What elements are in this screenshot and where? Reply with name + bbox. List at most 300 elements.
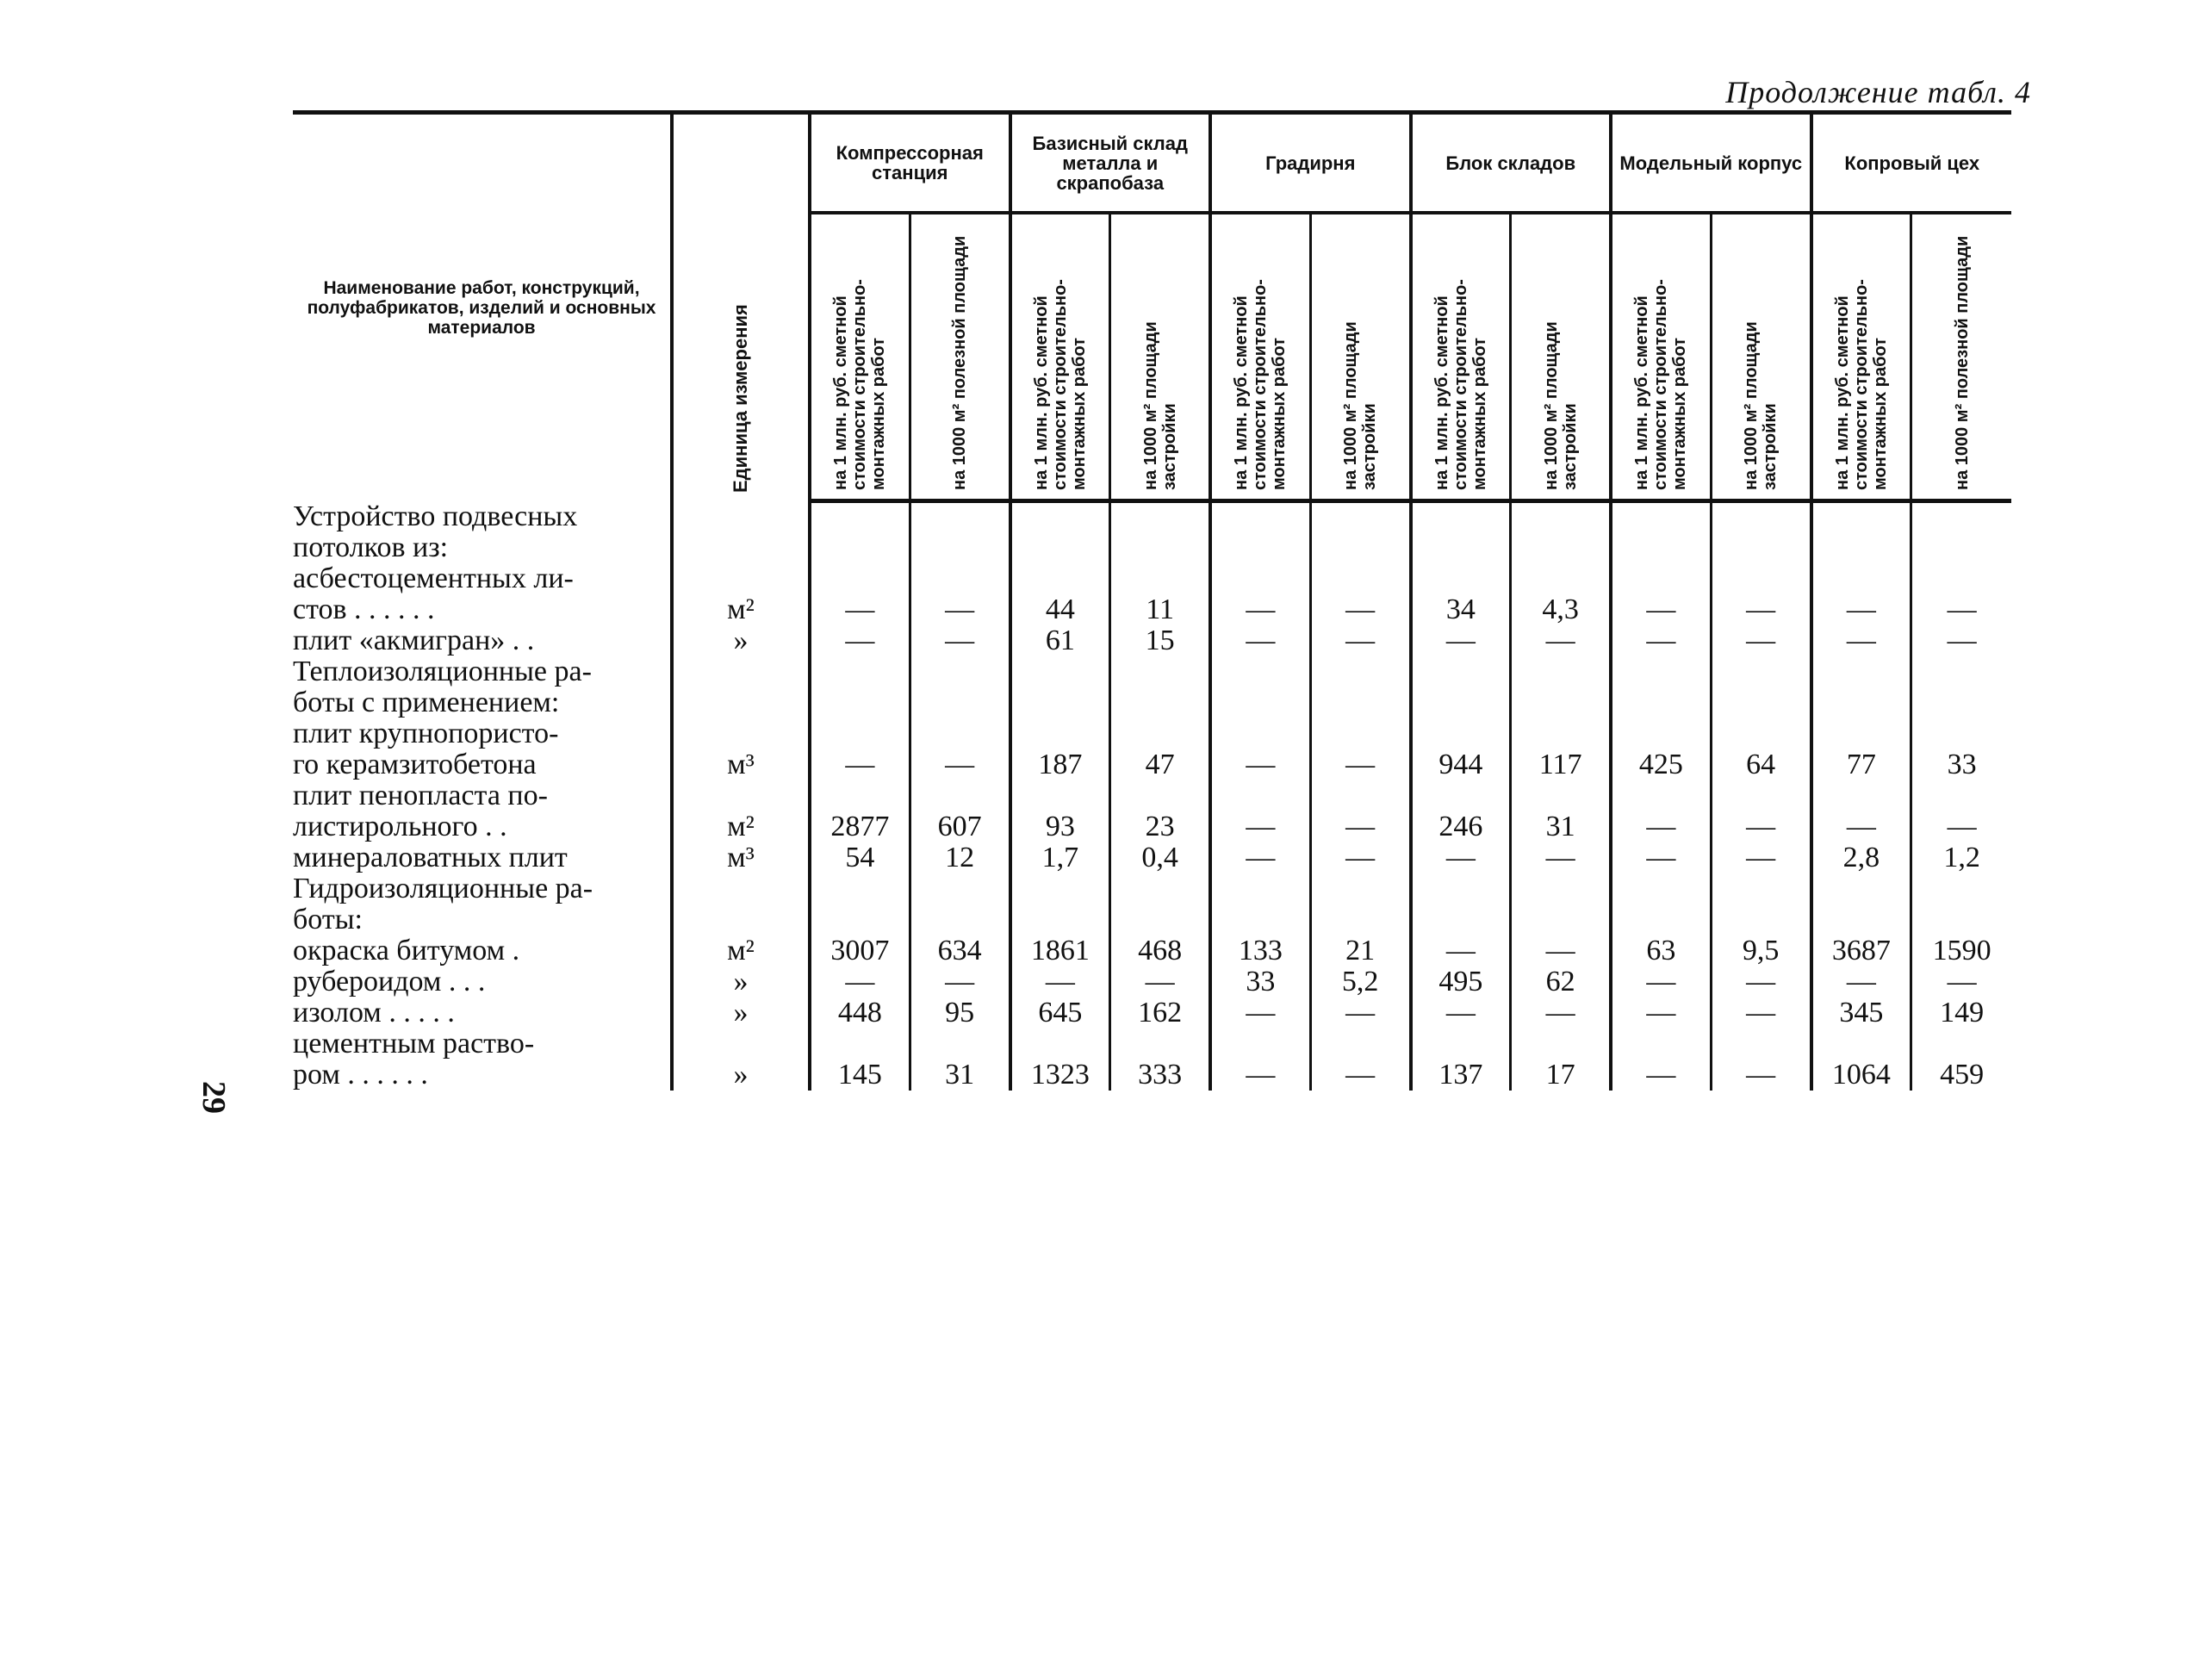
row-value: — — [1611, 997, 1711, 1028]
row-value — [910, 687, 1010, 718]
row-unit — [672, 718, 810, 749]
table-row — [293, 842, 2011, 873]
row-value — [1911, 904, 2011, 935]
row-value: 448 — [810, 997, 910, 1028]
row-value: 61 — [1010, 625, 1110, 656]
unit-column-label: Единица измерения — [730, 303, 751, 493]
row-value — [1310, 904, 1410, 935]
row-unit — [672, 873, 810, 904]
row-value: 459 — [1911, 1060, 2011, 1091]
row-value: — — [1611, 594, 1711, 625]
row-value: 0,4 — [1110, 842, 1210, 873]
table-row — [293, 966, 2011, 997]
row-value — [910, 904, 1010, 935]
row-value: — — [1611, 842, 1711, 873]
row-value: — — [1511, 842, 1611, 873]
row-value — [1811, 563, 1911, 594]
row-value: — — [1411, 935, 1511, 966]
row-value — [1811, 904, 1911, 935]
row-value: 33 — [1911, 749, 2011, 780]
row-value — [1010, 501, 1110, 532]
row-value — [1911, 532, 2011, 563]
table-row — [293, 501, 2011, 532]
row-value: 1064 — [1811, 1060, 1911, 1091]
row-value: — — [1711, 1060, 1811, 1091]
subcolumn-header: на 1 млн. руб. сметной стоимости строительно-монтажных работ — [1411, 213, 1511, 501]
row-value: — — [1711, 842, 1811, 873]
row-value — [910, 780, 1010, 811]
row-value: 162 — [1110, 997, 1210, 1028]
row-value — [1010, 532, 1110, 563]
row-value — [1511, 904, 1611, 935]
row-name: стов . . . . . . — [293, 594, 672, 625]
subcolumn-header: на 1000 м² полезной площади — [1911, 213, 2011, 501]
row-value: — — [1711, 997, 1811, 1028]
row-unit: » — [672, 625, 810, 656]
subcolumn-header: на 1000 м² площади застройки — [1511, 213, 1611, 501]
row-value: 944 — [1411, 749, 1511, 780]
row-value: — — [1711, 625, 1811, 656]
row-value — [1010, 718, 1110, 749]
row-unit — [672, 687, 810, 718]
row-name: асбестоцементных ли- — [293, 563, 672, 594]
row-value — [810, 532, 910, 563]
row-value — [1210, 873, 1310, 904]
row-value: — — [1310, 594, 1410, 625]
row-value — [1310, 656, 1410, 687]
row-value: 33 — [1210, 966, 1310, 997]
row-value — [1611, 1028, 1711, 1060]
row-unit — [672, 1028, 810, 1060]
row-value: — — [1811, 625, 1911, 656]
row-value — [1611, 780, 1711, 811]
row-value — [1310, 1028, 1410, 1060]
row-value: — — [810, 625, 910, 656]
table-row — [293, 687, 2011, 718]
row-value — [910, 1028, 1010, 1060]
row-value — [1010, 656, 1110, 687]
row-value — [910, 532, 1010, 563]
table-row — [293, 625, 2011, 656]
row-value — [1811, 656, 1911, 687]
row-value — [1811, 780, 1911, 811]
row-value: — — [1411, 842, 1511, 873]
row-value — [1411, 780, 1511, 811]
table-row — [293, 904, 2011, 935]
row-value: 23 — [1110, 811, 1210, 842]
table-row — [293, 811, 2011, 842]
row-value: 54 — [810, 842, 910, 873]
row-value — [1310, 501, 1410, 532]
row-value: — — [1310, 749, 1410, 780]
row-value: 2877 — [810, 811, 910, 842]
row-name: Теплоизоляционные ра- — [293, 656, 672, 687]
row-value: — — [1511, 997, 1611, 1028]
subcolumn-header: на 1 млн. руб. сметной стоимости строительно-монтажных работ — [1811, 213, 1911, 501]
row-value: 93 — [1010, 811, 1110, 842]
materials-table — [293, 110, 2011, 1091]
group-header: Копровый цех — [1811, 113, 2012, 214]
page-number: 29 — [196, 1081, 232, 1114]
row-value — [1711, 532, 1811, 563]
row-value: — — [1310, 811, 1410, 842]
table-row — [293, 997, 2011, 1028]
row-value: 3687 — [1811, 935, 1911, 966]
row-value — [910, 656, 1010, 687]
row-value — [1811, 718, 1911, 749]
row-value: 34 — [1411, 594, 1511, 625]
row-value: — — [1611, 1060, 1711, 1091]
row-value: — — [1210, 1060, 1310, 1091]
row-unit: » — [672, 1060, 810, 1091]
row-name: плит пенопласта по- — [293, 780, 672, 811]
row-value — [1711, 656, 1811, 687]
row-value — [1911, 563, 2011, 594]
row-unit — [672, 780, 810, 811]
row-value: 1323 — [1010, 1060, 1110, 1091]
name-column-header: Наименование работ, конструкций, полуфабрикатов, изделий и основных материалов — [293, 113, 672, 501]
row-value — [1210, 780, 1310, 811]
subcolumn-header: на 1000 м² площади застройки — [1310, 213, 1410, 501]
row-value: 9,5 — [1711, 935, 1811, 966]
row-value — [1911, 718, 2011, 749]
row-value — [1010, 1028, 1110, 1060]
subcolumn-header: на 1 млн. руб. сметной стоимости строительно-монтажных работ — [1010, 213, 1110, 501]
row-value: — — [1911, 594, 2011, 625]
row-value — [1010, 904, 1110, 935]
row-value — [1511, 780, 1611, 811]
row-value: 5,2 — [1310, 966, 1410, 997]
row-value — [1210, 718, 1310, 749]
row-value: 95 — [910, 997, 1010, 1028]
group-header: Градирня — [1210, 113, 1411, 214]
row-value: — — [910, 749, 1010, 780]
row-value: 3007 — [810, 935, 910, 966]
row-value: — — [1210, 749, 1310, 780]
row-value: — — [1911, 625, 2011, 656]
table-row — [293, 594, 2011, 625]
row-value: — — [1811, 811, 1911, 842]
row-value: — — [910, 966, 1010, 997]
group-header: Блок складов — [1411, 113, 1612, 214]
row-name: Гидроизоляционные ра- — [293, 873, 672, 904]
row-value — [1511, 563, 1611, 594]
row-unit — [672, 656, 810, 687]
row-value — [1911, 656, 2011, 687]
subcolumn-header: на 1 млн. руб. сметной стоимости строительно-монтажных работ — [810, 213, 910, 501]
row-value: — — [1611, 811, 1711, 842]
row-name: ром . . . . . . — [293, 1060, 672, 1091]
subcolumn-header: на 1000 м² площади застройки — [1711, 213, 1811, 501]
row-value — [1110, 718, 1210, 749]
row-value: — — [1310, 842, 1410, 873]
unit-column-header — [672, 113, 810, 501]
row-value: 495 — [1411, 966, 1511, 997]
row-value — [1811, 873, 1911, 904]
row-value — [1411, 563, 1511, 594]
row-value: — — [1110, 966, 1210, 997]
row-unit: » — [672, 997, 810, 1028]
row-value: 246 — [1411, 811, 1511, 842]
row-value — [1811, 687, 1911, 718]
row-unit: м³ — [672, 749, 810, 780]
row-value: — — [1210, 625, 1310, 656]
row-value — [1511, 656, 1611, 687]
row-value: 345 — [1811, 997, 1911, 1028]
table-row — [293, 873, 2011, 904]
row-value — [1911, 501, 2011, 532]
row-name: цементным раство- — [293, 1028, 672, 1060]
row-value — [810, 1028, 910, 1060]
row-value: 187 — [1010, 749, 1110, 780]
row-value — [1611, 718, 1711, 749]
row-value — [1411, 687, 1511, 718]
row-unit: м² — [672, 811, 810, 842]
row-value — [1110, 904, 1210, 935]
row-value — [1911, 780, 2011, 811]
row-value — [1210, 1028, 1310, 1060]
row-value — [1511, 532, 1611, 563]
row-value — [1811, 1028, 1911, 1060]
table-body — [293, 501, 2011, 1091]
row-value — [1210, 904, 1310, 935]
row-value — [1711, 501, 1811, 532]
row-value: 149 — [1911, 997, 2011, 1028]
row-value: 17 — [1511, 1060, 1611, 1091]
row-value — [1711, 1028, 1811, 1060]
row-unit — [672, 501, 810, 532]
row-value — [1611, 563, 1711, 594]
row-value — [1110, 501, 1210, 532]
row-value — [1711, 718, 1811, 749]
group-header: Модельный корпус — [1611, 113, 1811, 214]
row-value: 1590 — [1911, 935, 2011, 966]
group-header: Компрессорная станция — [810, 113, 1010, 214]
row-value — [810, 656, 910, 687]
row-value — [1511, 687, 1611, 718]
row-value — [1611, 873, 1711, 904]
row-value — [810, 904, 910, 935]
row-name: плит крупнопористо- — [293, 718, 672, 749]
row-value: — — [1310, 997, 1410, 1028]
row-value — [1511, 718, 1611, 749]
row-value: 117 — [1511, 749, 1611, 780]
row-value — [1611, 904, 1711, 935]
row-value — [1811, 501, 1911, 532]
row-value — [1511, 501, 1611, 532]
group-header: Базисный склад металла и скрапобаза — [1010, 113, 1211, 214]
row-value: 145 — [810, 1060, 910, 1091]
row-value — [1010, 687, 1110, 718]
row-name: Устройство подвесных — [293, 501, 672, 532]
row-value: 12 — [910, 842, 1010, 873]
row-value — [1010, 873, 1110, 904]
table-row — [293, 749, 2011, 780]
row-value: 634 — [910, 935, 1010, 966]
row-value — [1210, 532, 1310, 563]
row-value: — — [810, 966, 910, 997]
row-value: 1861 — [1010, 935, 1110, 966]
row-value: — — [1811, 594, 1911, 625]
row-unit: » — [672, 966, 810, 997]
subcolumn-header: на 1000 м² полезной площади — [910, 213, 1010, 501]
row-value: — — [1911, 811, 2011, 842]
row-value: 468 — [1110, 935, 1210, 966]
row-value — [1110, 780, 1210, 811]
row-value — [910, 563, 1010, 594]
row-value — [1310, 687, 1410, 718]
row-value: — — [1010, 966, 1110, 997]
row-value — [1210, 501, 1310, 532]
row-name: потолков из: — [293, 532, 672, 563]
table-row — [293, 532, 2011, 563]
row-unit: м² — [672, 935, 810, 966]
row-value — [1110, 563, 1210, 594]
row-name: минераловатных плит — [293, 842, 672, 873]
row-value — [1611, 532, 1711, 563]
row-value — [1711, 780, 1811, 811]
row-value: 11 — [1110, 594, 1210, 625]
row-value: 645 — [1010, 997, 1110, 1028]
row-value — [1911, 687, 2011, 718]
row-value: — — [1611, 625, 1711, 656]
row-value — [1511, 873, 1611, 904]
table-row — [293, 718, 2011, 749]
row-value: 44 — [1010, 594, 1110, 625]
table-row — [293, 1060, 2011, 1091]
row-value: 2,8 — [1811, 842, 1911, 873]
row-value: — — [810, 749, 910, 780]
row-value — [1511, 1028, 1611, 1060]
row-value: — — [1511, 935, 1611, 966]
continuation-label: Продолжение табл. 4 — [1725, 75, 2031, 109]
row-value — [1711, 904, 1811, 935]
row-value — [810, 563, 910, 594]
row-value: — — [910, 625, 1010, 656]
row-value: — — [1811, 966, 1911, 997]
row-name: боты с применением: — [293, 687, 672, 718]
row-name: окраска битумом . — [293, 935, 672, 966]
subcolumn-header: на 1 млн. руб. сметной стоимости строительно-монтажных работ — [1210, 213, 1310, 501]
row-value: — — [1711, 966, 1811, 997]
row-value — [910, 873, 1010, 904]
row-value — [1911, 873, 2011, 904]
subcolumn-header: на 1000 м² площади застройки — [1110, 213, 1210, 501]
row-value: — — [1511, 625, 1611, 656]
row-value: 21 — [1310, 935, 1410, 966]
row-value — [1110, 1028, 1210, 1060]
row-value: 15 — [1110, 625, 1210, 656]
row-value: — — [1611, 966, 1711, 997]
row-value — [1310, 532, 1410, 563]
row-value: — — [910, 594, 1010, 625]
row-value: — — [1711, 594, 1811, 625]
row-value: 62 — [1511, 966, 1611, 997]
row-value — [1310, 873, 1410, 904]
row-value: 4,3 — [1511, 594, 1611, 625]
row-value: 47 — [1110, 749, 1210, 780]
row-unit: м³ — [672, 842, 810, 873]
row-value: 607 — [910, 811, 1010, 842]
row-value: 137 — [1411, 1060, 1511, 1091]
row-value: — — [1210, 594, 1310, 625]
table-row — [293, 935, 2011, 966]
row-value — [1110, 687, 1210, 718]
row-value: — — [1411, 625, 1511, 656]
row-value — [910, 501, 1010, 532]
row-value — [1411, 718, 1511, 749]
row-value: — — [1210, 997, 1310, 1028]
row-value: 31 — [1511, 811, 1611, 842]
row-unit — [672, 563, 810, 594]
row-value — [810, 687, 910, 718]
row-value: 133 — [1210, 935, 1310, 966]
row-name: плит «акмигран» . . — [293, 625, 672, 656]
row-value — [810, 780, 910, 811]
row-value — [1711, 563, 1811, 594]
row-value — [1711, 687, 1811, 718]
row-value: — — [1310, 625, 1410, 656]
row-value — [1611, 687, 1711, 718]
row-value — [1310, 780, 1410, 811]
row-value — [1911, 1028, 2011, 1060]
row-value — [1310, 718, 1410, 749]
row-value: — — [1911, 966, 2011, 997]
row-value: — — [1711, 811, 1811, 842]
row-unit — [672, 532, 810, 563]
row-value: 1,2 — [1911, 842, 2011, 873]
row-value: — — [810, 594, 910, 625]
row-value: 77 — [1811, 749, 1911, 780]
subcolumn-header: на 1 млн. руб. сметной стоимости строительно-монтажных работ — [1611, 213, 1711, 501]
row-value — [810, 718, 910, 749]
row-value — [910, 718, 1010, 749]
row-unit — [672, 904, 810, 935]
table-row — [293, 780, 2011, 811]
row-value — [1411, 656, 1511, 687]
row-value — [1110, 656, 1210, 687]
row-value — [1711, 873, 1811, 904]
row-value: 64 — [1711, 749, 1811, 780]
row-value — [1110, 873, 1210, 904]
row-name: рубероидом . . . — [293, 966, 672, 997]
row-value — [1611, 656, 1711, 687]
row-value: 63 — [1611, 935, 1711, 966]
row-value — [1411, 904, 1511, 935]
row-value: — — [1310, 1060, 1410, 1091]
table-row — [293, 563, 2011, 594]
row-value: 1,7 — [1010, 842, 1110, 873]
row-value: 425 — [1611, 749, 1711, 780]
row-value — [1411, 532, 1511, 563]
row-value — [1411, 1028, 1511, 1060]
row-value: 333 — [1110, 1060, 1210, 1091]
row-value — [1010, 780, 1110, 811]
row-name: листирольного . . — [293, 811, 672, 842]
row-value: 31 — [910, 1060, 1010, 1091]
row-value — [1411, 501, 1511, 532]
row-value — [1411, 873, 1511, 904]
row-value — [1010, 563, 1110, 594]
row-name: боты: — [293, 904, 672, 935]
row-name: изолом . . . . . — [293, 997, 672, 1028]
row-value — [810, 873, 910, 904]
table-row — [293, 656, 2011, 687]
row-value — [1611, 501, 1711, 532]
row-value — [1210, 563, 1310, 594]
row-name: го керамзитобетона — [293, 749, 672, 780]
row-value — [810, 501, 910, 532]
